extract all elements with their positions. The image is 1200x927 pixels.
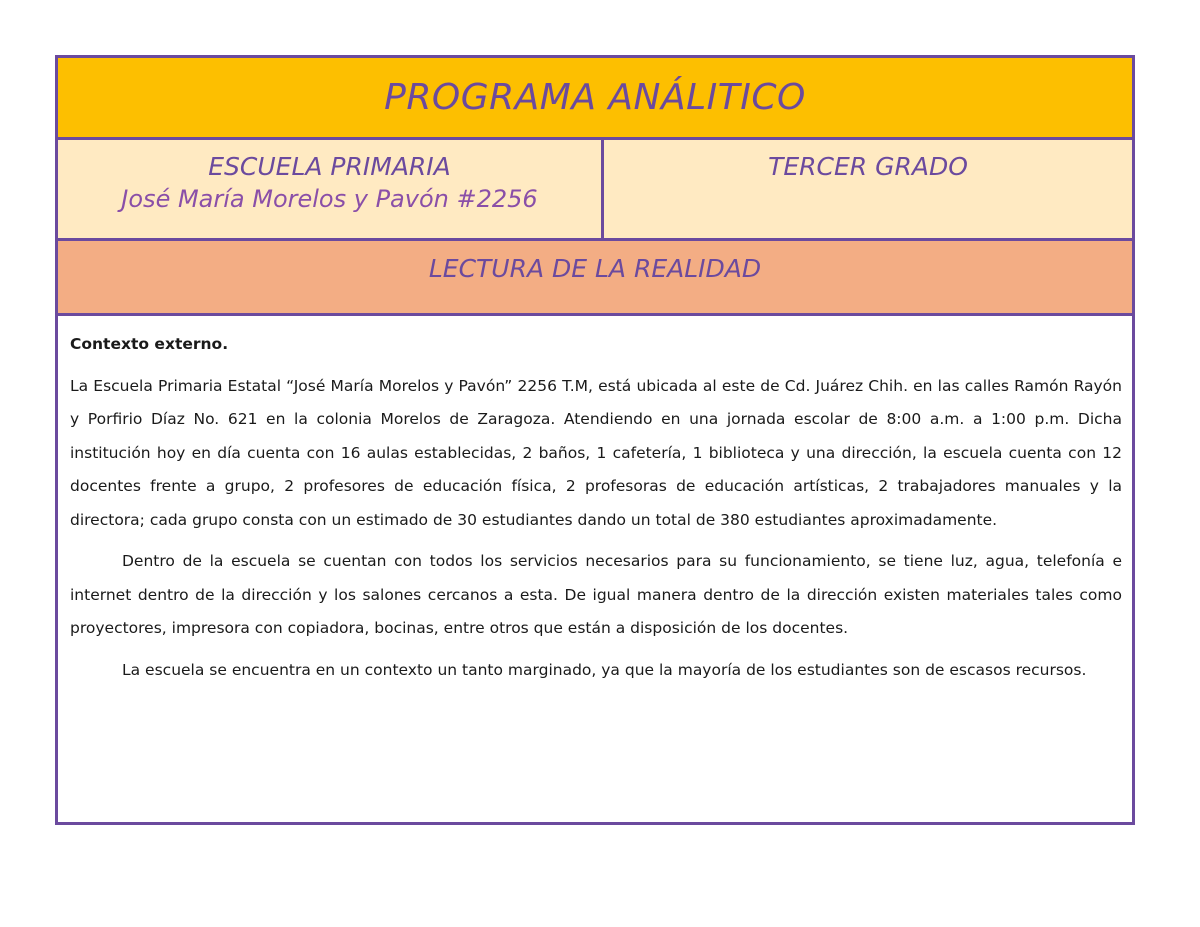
paragraph-1: La Escuela Primaria Estatal “José María Morelos y Pavón” 2256 T.M, está ubicada al este de Cd. Juárez Chih. en las calles Ramón Rayón y Porfirio Díaz No. 621 en la colonia Morelos de Zaragoza. Atendiendo en una jornada escolar de 8:00 a.m. a 1:00 p.m. Dicha institución hoy en día cuenta con 16 aulas establecidas, 2 baños, 1 cafetería, 1 biblioteca y una dirección, la escuela cuenta con 12 docentes frente a grupo, 2 profesores de educación física, 2 profesoras de educación artísticas, 2 trabajadores manuales y la directora; cada grupo consta con un estimado de 30 estudiantes dando un total de 380 estudiantes aproximadamente. — [70, 376, 1122, 529]
school-name: ESCUELA PRIMARIA — [208, 152, 451, 181]
title-banner — [58, 58, 1132, 140]
page-title: PROGRAMA ANÁLITICO — [384, 77, 806, 118]
content-heading: Contexto externo. — [70, 335, 229, 353]
school-full-name: José María Morelos y Pavón #2256 — [121, 185, 538, 213]
paragraph-2: Dentro de la escuela se cuentan con todos los servicios necesarios para su funcionamiento, se tiene luz, agua, telefonía e internet dentro de la dirección y los salones cercanos a esta. De igual manera dentro de la dirección existen materiales tales como proyectores, impresora con copiadora, bocinas, entre otros que están a disposición de los docentes. — [70, 552, 1122, 637]
section-banner — [58, 241, 1132, 316]
paragraph-3: La escuela se encuentra en un contexto un tanto marginado, ya que la mayoría de los estudiantes son de escasos recursos. — [122, 660, 1087, 679]
content-body — [70, 328, 1122, 695]
school-info-row — [58, 140, 1132, 241]
document-frame — [55, 55, 1135, 825]
school-cell — [58, 140, 604, 238]
grade-label: TERCER GRADO — [768, 152, 968, 181]
section-title: LECTURA DE LA REALIDAD — [428, 254, 762, 283]
grade-cell — [604, 140, 1132, 238]
